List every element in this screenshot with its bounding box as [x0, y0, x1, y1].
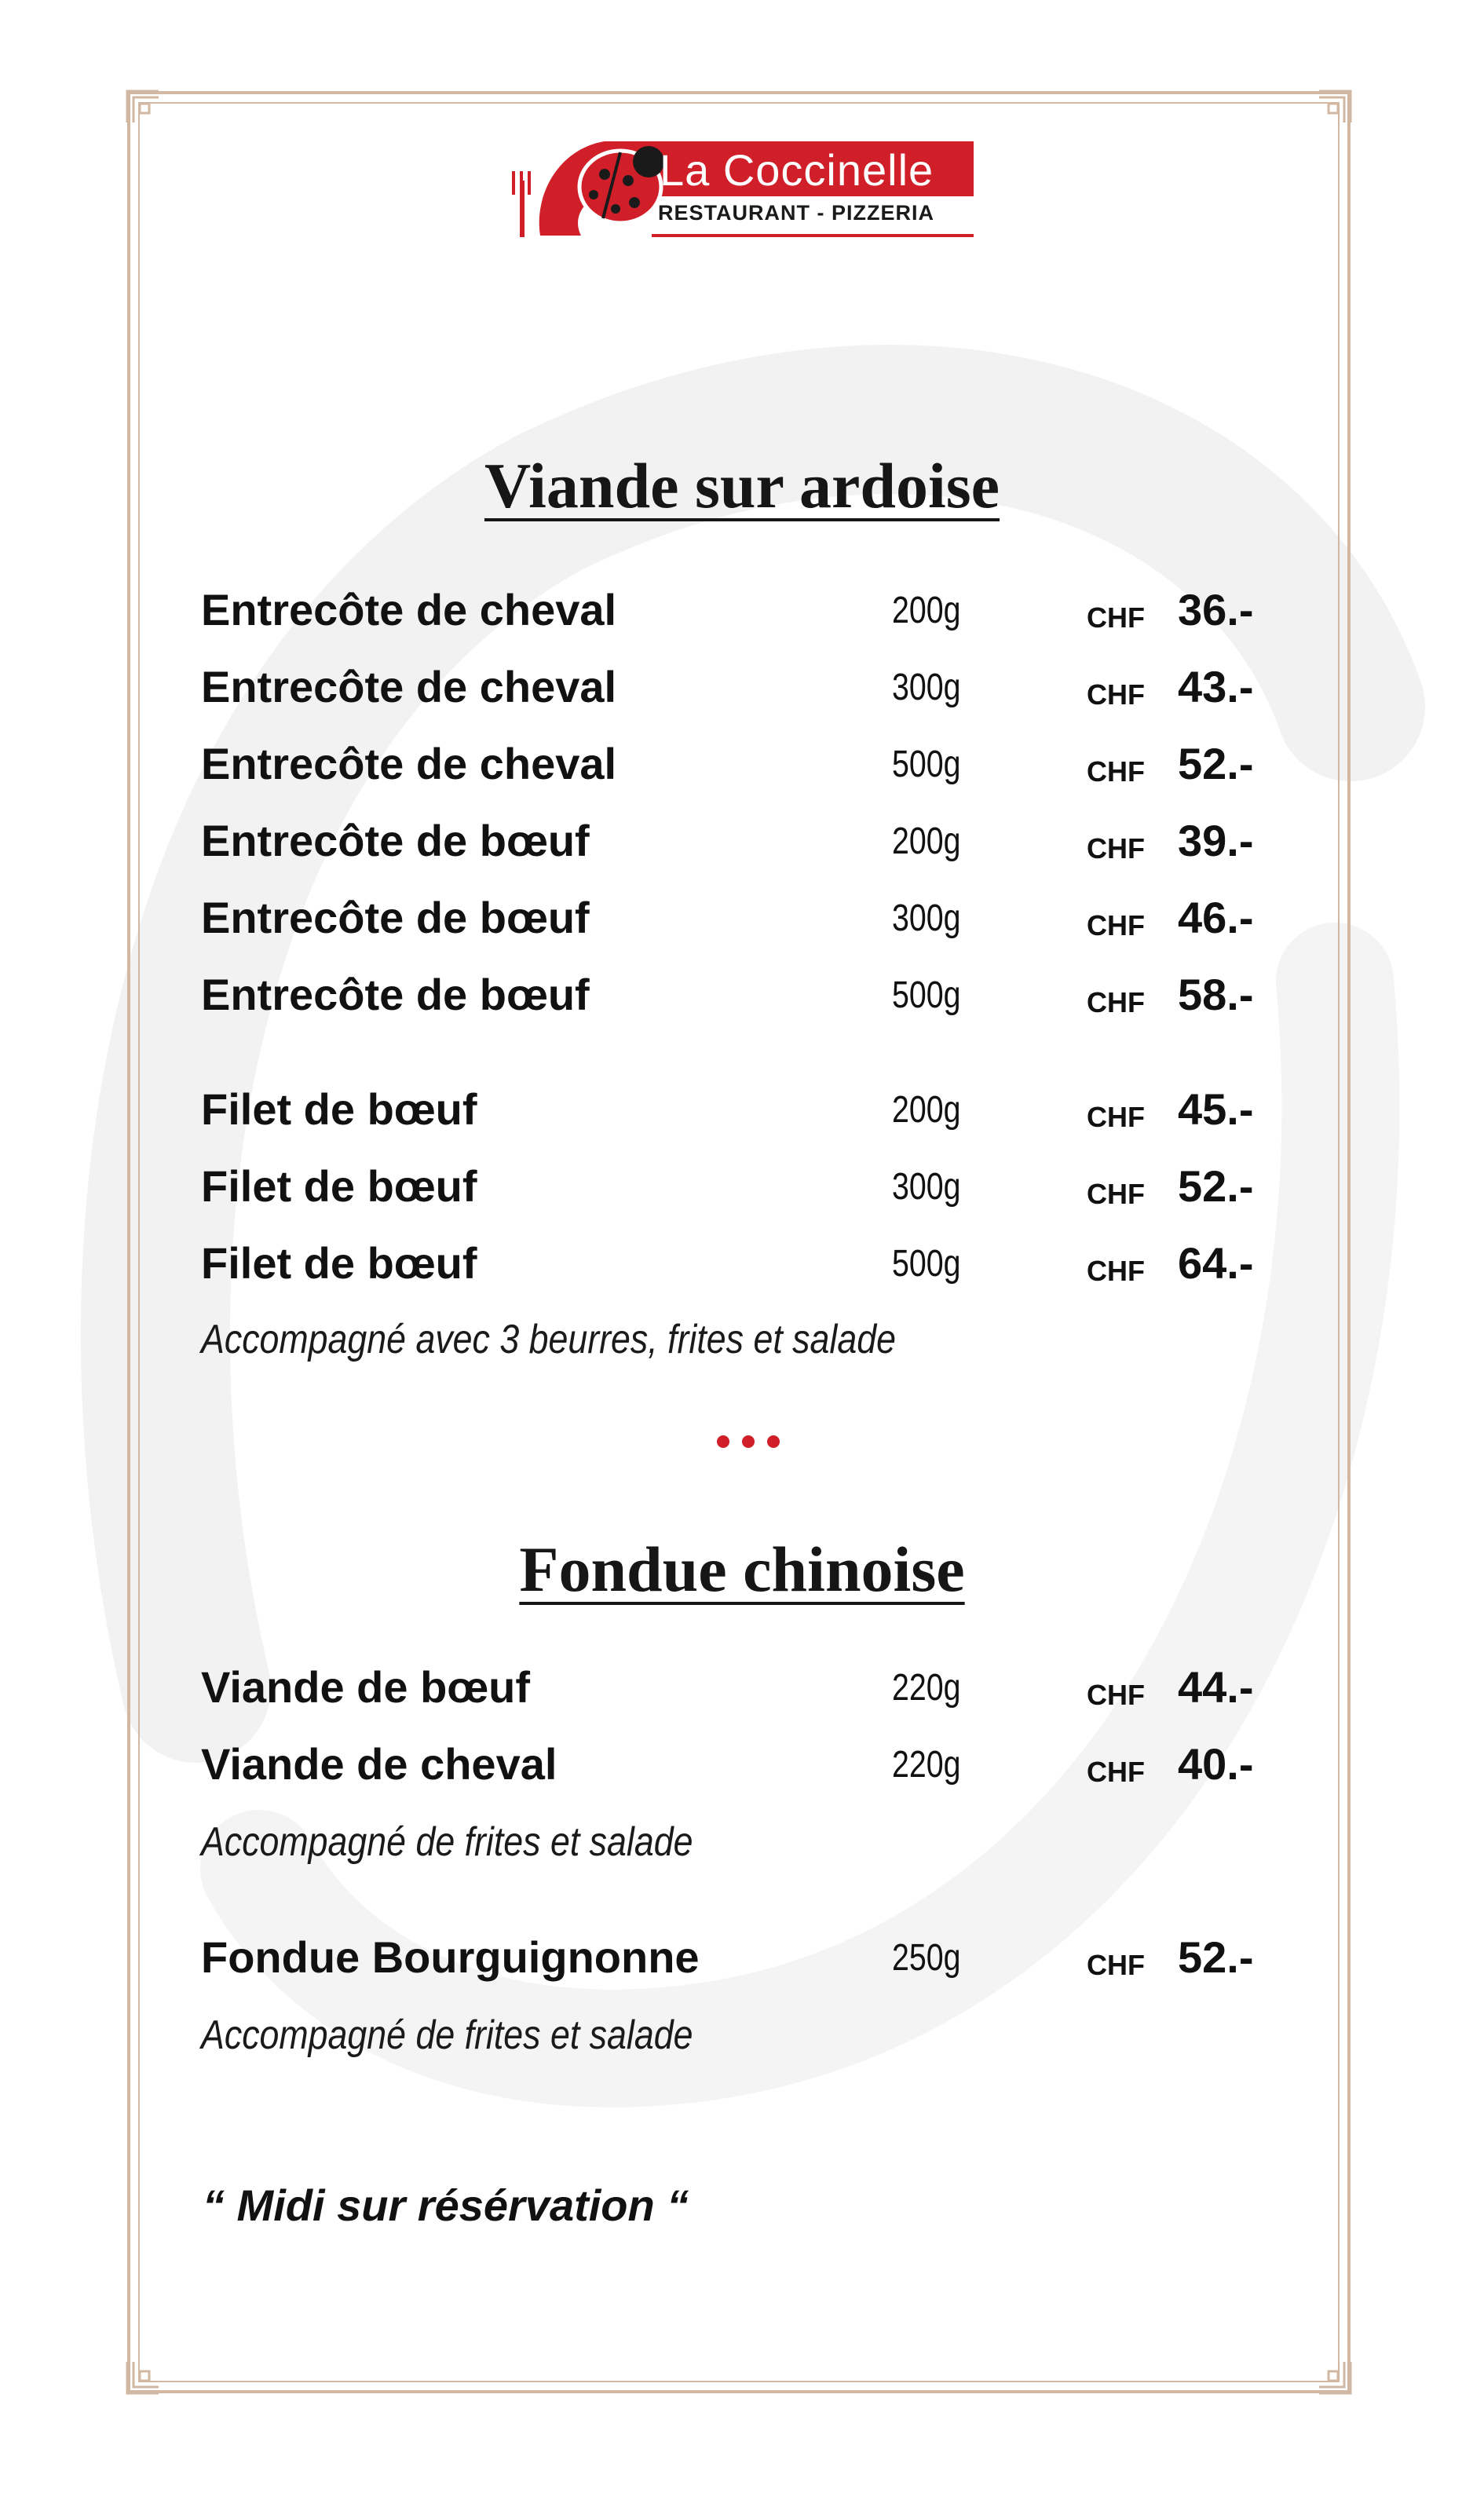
item-currency: CHF: [1087, 678, 1145, 711]
item-price: 44.-: [1178, 1662, 1254, 1712]
item-name: Entrecôte de cheval: [201, 739, 617, 788]
item-name: Viande de bœuf: [201, 1662, 530, 1712]
item-price: 52.-: [1178, 1932, 1254, 1982]
item-currency: CHF: [1087, 1949, 1145, 1981]
item-name: Filet de bœuf: [201, 1084, 477, 1134]
item-currency: CHF: [1087, 1178, 1145, 1210]
item-weight: 200g: [892, 821, 961, 862]
item-currency: CHF: [1087, 1255, 1145, 1287]
item-name: Entrecôte de bœuf: [201, 970, 590, 1019]
item-weight: 220g: [892, 1744, 961, 1786]
item-name: Entrecôte de cheval: [201, 585, 617, 634]
item-weight: 220g: [892, 1667, 961, 1709]
item-weight: 500g: [892, 1243, 961, 1285]
item-name: Viande de cheval: [201, 1739, 557, 1789]
item-price: 36.-: [1178, 585, 1254, 634]
item-price: 43.-: [1178, 662, 1254, 711]
item-price: 40.-: [1178, 1739, 1254, 1789]
item-currency: CHF: [1087, 755, 1145, 788]
section-note: Accompagné de frites et salade: [201, 1819, 693, 1865]
item-weight: 300g: [892, 667, 961, 708]
item-currency: CHF: [1087, 1756, 1145, 1788]
frame-corner-ornament-bottom-right: [1318, 2360, 1352, 2395]
section-divider-dots: [0, 1435, 1484, 1459]
item-price: 46.-: [1178, 893, 1254, 942]
menu-item: [0, 815, 1484, 878]
menu-item: [0, 661, 1484, 724]
reservation-note: “ Midi sur résérvation “: [203, 2180, 689, 2230]
item-currency: CHF: [1087, 832, 1145, 865]
section-title-fondue-chinoise: Fondue chinoise: [519, 1533, 965, 1605]
item-weight: 500g: [892, 744, 961, 785]
menu-item: [0, 1661, 1484, 1724]
menu-item: [0, 1738, 1484, 1801]
item-name: Entrecôte de bœuf: [201, 816, 590, 865]
frame-corner-ornament-top-right: [1318, 90, 1352, 124]
section-note: Accompagné de frites et salade: [201, 2012, 693, 2058]
item-name: Filet de bœuf: [201, 1161, 477, 1211]
item-currency: CHF: [1087, 601, 1145, 634]
item-price: 58.-: [1178, 970, 1254, 1019]
item-weight: 300g: [892, 897, 961, 939]
item-name: Fondue Bourguignonne: [201, 1932, 700, 1982]
menu-item: [0, 584, 1484, 647]
item-weight: 300g: [892, 1166, 961, 1208]
section-note: Accompagné avec 3 beurres, frites et salade: [201, 1317, 896, 1362]
item-weight: 250g: [892, 1937, 961, 1979]
item-price: 64.-: [1178, 1238, 1254, 1288]
item-weight: 200g: [892, 590, 961, 631]
menu-item: [0, 1161, 1484, 1223]
section-title-viande-sur-ardoise: Viande sur ardoise: [484, 450, 1000, 521]
menu-item: [0, 1237, 1484, 1300]
item-price: 39.-: [1178, 816, 1254, 865]
menu-item: [0, 969, 1484, 1032]
logo-subtitle: RESTAURANT - PIZZERIA: [658, 201, 934, 225]
menu-item: [0, 892, 1484, 955]
menu-item: [0, 1084, 1484, 1146]
item-name: Entrecôte de cheval: [201, 662, 617, 711]
frame-corner-ornament-bottom-left: [126, 2360, 160, 2395]
item-currency: CHF: [1087, 909, 1145, 941]
fork-icon: [512, 171, 531, 237]
item-price: 52.-: [1178, 1161, 1254, 1211]
menu-item: [0, 1932, 1484, 1994]
item-weight: 200g: [892, 1089, 961, 1131]
item-name: Entrecôte de bœuf: [201, 893, 590, 942]
menu-item: [0, 738, 1484, 801]
item-price: 52.-: [1178, 739, 1254, 788]
logo-name: La Coccinelle: [660, 145, 934, 195]
item-weight: 500g: [892, 974, 961, 1016]
frame-corner-ornament-top-left: [126, 90, 160, 124]
item-currency: CHF: [1087, 1101, 1145, 1133]
item-price: 45.-: [1178, 1084, 1254, 1134]
item-name: Filet de bœuf: [201, 1238, 477, 1288]
item-currency: CHF: [1087, 986, 1145, 1018]
item-currency: CHF: [1087, 1679, 1145, 1711]
